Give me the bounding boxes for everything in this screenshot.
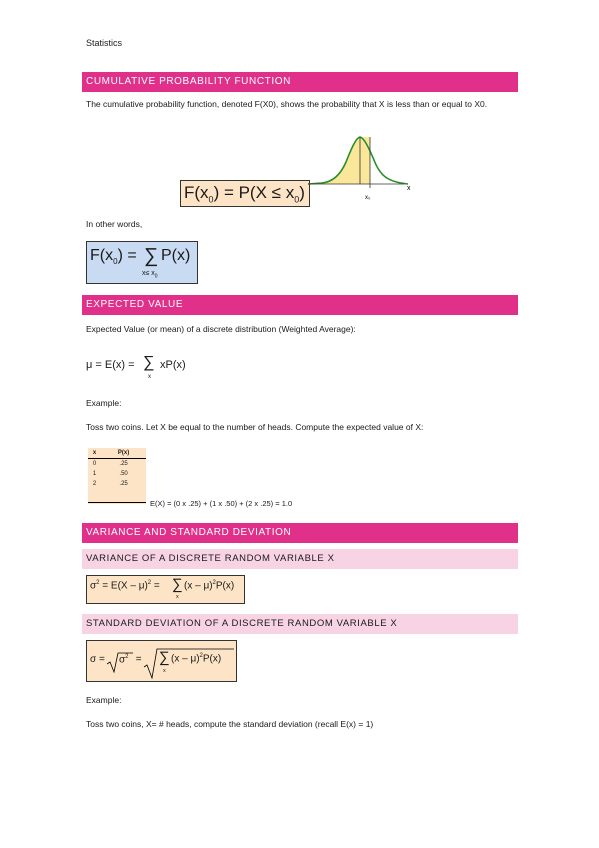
subheading-variance: VARIANCE OF A DISCRETE RANDOM VARIABLE X: [82, 549, 518, 569]
cdf-sum-formula-box: $F(x_0)$ = ∑ $x\le x_0$ P(x): [86, 241, 198, 284]
sum-symbol: ∑: [144, 245, 159, 267]
table-row: 1 .50: [92, 471, 128, 477]
sd-example-text: Toss two coins, X= # heads, compute the standard deviation (recall E(x) = 1): [86, 719, 374, 729]
subheading-standard-deviation: STANDARD DEVIATION OF A DISCRETE RANDOM VARIABLE X: [82, 614, 518, 634]
sum-symbol: ∑: [159, 649, 170, 666]
table-row: 0 .25: [92, 461, 128, 467]
probability-table: [88, 448, 146, 489]
sum-symbol: ∑: [143, 354, 155, 371]
section-heading-expected-value: EXPECTED VALUE: [82, 295, 518, 315]
sum-symbol: ∑: [172, 576, 183, 593]
ev-description: Expected Value (or mean) of a discrete distribution (Weighted Average):: [86, 324, 356, 334]
ev-example-text: Toss two coins. Let X be equal to the number of heads. Compute the expected value of X:: [86, 422, 424, 432]
sd-formula-box: σ = $\sigma^2$ = ∑ x (x – μ)$^2$P(x): [86, 640, 237, 682]
in-other-words: In other words,: [86, 219, 143, 229]
x-axis-label: x: [407, 185, 411, 192]
cdf-description: The cumulative probability function, denoted F(X0), shows the probability that X is less than or equal to X0.: [86, 99, 488, 109]
sd-example-label: Example:: [86, 695, 122, 705]
cdf-formula: $F(x_0) = P(X \le x_0)$: [184, 183, 305, 205]
variance-formula-box: $\sigma^2 = E(X - \mu)^2$ = ∑ x (x – μ)$^2$P(x): [86, 575, 245, 604]
table-header: P(x): [101, 448, 146, 459]
table-header: x: [88, 448, 101, 459]
ev-formula: μ = E(x) = ∑ x xP(x): [86, 354, 186, 380]
x0-label: x₀: [365, 195, 371, 201]
page-header: Statistics: [86, 38, 123, 48]
table-row: 2 .25: [92, 481, 128, 487]
ev-example-label: Example:: [86, 398, 122, 408]
cdf-shaded-area: [308, 137, 370, 184]
section-heading-cdf: CUMULATIVE PROBABILITY FUNCTION: [82, 72, 518, 92]
section-heading-variance-sd: VARIANCE AND STANDARD DEVIATION: [82, 523, 518, 543]
ev-result: E(X) = (0 x .25) + (1 x .50) + (2 x .25) = 1.0: [150, 499, 293, 508]
probability-table-bg: [88, 448, 146, 504]
cdf-curve-diagram: [308, 132, 418, 206]
cdf-formula-box: [180, 180, 310, 207]
